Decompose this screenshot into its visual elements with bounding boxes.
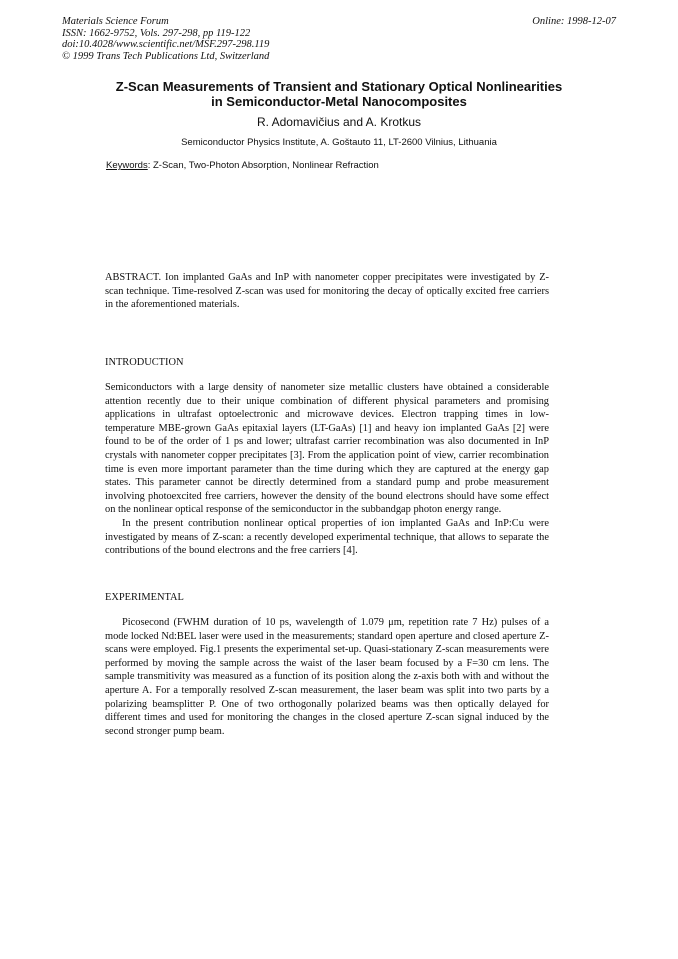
keywords-list: : Z-Scan, Two-Photon Absorption, Nonlinear Refraction <box>147 160 379 171</box>
introduction-paragraph-1: Semiconductors with a large density of nanometer size metallic clusters have obtained a considerable attention recently due to their unique combination of different physical parameters and promising applications in ultrafast optoelectronic and microwave devices. Electron trapping times in low-temperature MBE-grown GaAs epitaxial layers (LT-GaAs) [1] and heavy ion implanted GaAs [2] were found to be of the order of 1 ps and lower; ultrafast carrier recombination was also documented in InP crystals with nanometer copper precipitates [3]. From the application point of view, carrier recombination time is even more important parameter than the time during which they are captured at the energy gap states. This parameter cannot be directly determined from a standard pump and probe measurement involving photoexcited free carriers, however the density of the bound electrons should have some effect on the nonlinear optical response of the semiconductor in the subbandgap photon energy range. <box>105 382 549 516</box>
introduction-section <box>105 381 549 558</box>
experimental-heading: EXPERIMENTAL <box>105 592 184 603</box>
authors: R. Adomavičius and A. Krotkus <box>256 115 422 129</box>
journal-name: Materials Science Forum <box>62 16 169 27</box>
keywords-label: Keywords <box>106 160 148 171</box>
issn-line: ISSN: 1662-9752, Vols. 297-298, pp 119-122 <box>62 27 251 39</box>
online-date: Online: 1998-12-07 <box>532 16 616 27</box>
abstract-text: ABSTRACT. Ion implanted GaAs and InP with nanometer copper precipitates were investigated by Z-scan technique. Time-resolved Z-scan was used for monitoring the decay of optically excited free carriers in the aforementioned materials. <box>105 272 549 311</box>
title-line-2: in Semiconductor-Metal Nanocomposites <box>211 93 467 109</box>
experimental-section <box>105 616 549 738</box>
introduction-paragraph-2: In the present contribution nonlinear optical properties of ion implanted GaAs and InP:Cu were investigated by means of Z-scan: a recently developed experimental technique, that allows to separate the contributions of the bound electrons and the free carriers [4]. <box>105 517 549 557</box>
doi-line: doi:10.4028/www.scientific.net/MSF.297-298.119 <box>62 39 270 51</box>
keywords <box>106 160 379 171</box>
copyright-line: © 1999 Trans Tech Publications Ltd, Switzerland <box>62 50 270 62</box>
abstract <box>105 271 549 312</box>
paper-title <box>62 80 616 109</box>
introduction-heading: INTRODUCTION <box>105 357 184 368</box>
experimental-paragraph-1: Picosecond (FWHM duration of 10 ps, wavelength of 1.079 μm, repetition rate 7 Hz) pulses of a mode locked Nd:BEL laser were used in the measurements; standard open aperture and closed aperture Z-scans were employed. Fig.1 presents the experimental set-up. Quasi-stationary Z-scan measurements were performed by moving the sample across the waist of the laser beam focused by a F=30 cm lens. The sample transmitivity was measured as a function of its position along the z-axis both with and without the aperture A. For a temporally resolved Z-scan measurement, the laser beam was split into two parts by a polarizing beamsplitter P. One of two orthogonally polarized beams was then optically delayed for different times and used for monitoring the changes in the closed aperture Z-scan signal induced by the second stronger pump beam. <box>105 617 549 737</box>
affiliation: Semiconductor Physics Institute, A. Goštauto 11, LT-2600 Vilnius, Lithuania <box>181 137 497 148</box>
title-line-1: Z-Scan Measurements of Transient and Stationary Optical Nonlinearities <box>115 79 563 94</box>
publication-meta <box>62 16 269 62</box>
